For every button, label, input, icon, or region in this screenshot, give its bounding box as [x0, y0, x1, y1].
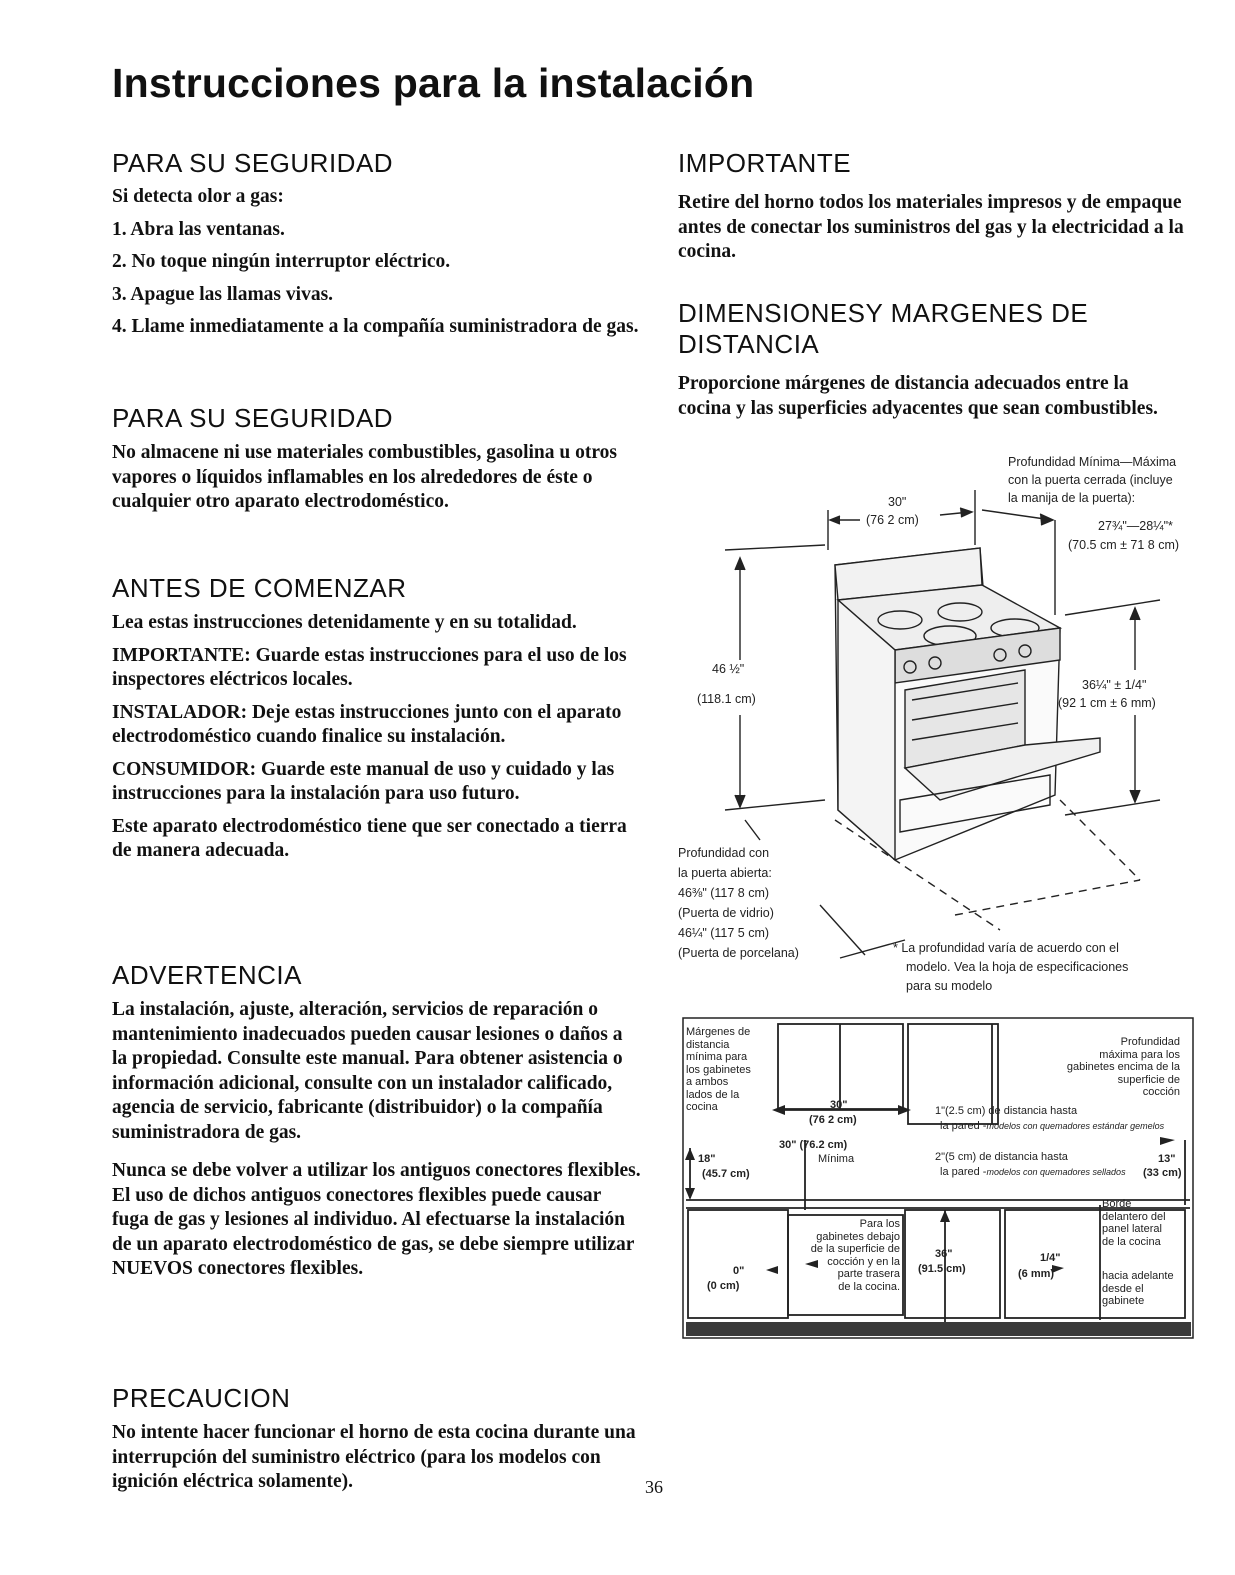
text-line: los gabinetes [686, 1063, 751, 1076]
text-line: gabinete [1102, 1295, 1145, 1307]
section-text: INSTALADOR: Deje estas instrucciones junto con el aparato electrodoméstico cuando finalice su instalación. [112, 701, 622, 747]
height-18-cm: (45.7 cm) [702, 1168, 750, 1180]
counter-height-cm: (92 1 cm ± 6 mm) [1058, 696, 1156, 710]
text-line: lados de la [686, 1088, 740, 1101]
section-text: Proporcione márgenes de distancia adecuados entre la cocina y las superficies adyacentes que sean combustibles. [678, 373, 1158, 419]
text: modelos con quemadores sellados [986, 1167, 1126, 1177]
width-30-inches: 30" [830, 1099, 848, 1111]
gap-1-line-2 [940, 1120, 1164, 1133]
text-line: Márgenes de [686, 1026, 751, 1038]
section-text: IMPORTANTE: Guarde estas instrucciones para el uso de los inspectores eléctricos locales. [112, 644, 627, 690]
depth-13-inches: 13" [1158, 1153, 1176, 1165]
height-36-cm: (91.5 cm) [918, 1263, 966, 1275]
list-item: 2. No toque ningún interruptor eléctrico. [112, 251, 451, 272]
depth-value-cm: (70.5 cm ± 71 8 cm) [1068, 538, 1180, 552]
max-depth-label [1030, 1036, 1180, 1099]
width-30-cm: (76 2 cm) [809, 1114, 857, 1126]
text-line: cocción y en la [827, 1255, 900, 1268]
section-text: Nunca se debe volver a utilizar los antiguos conectores flexibles. El uso de dichos antiguos conectores flexibles puede causar fuga de gas y lesiones al individuo. Al efectuarse la instalación de un aparato electrodoméstico de gas, se debe siempre utilizar NUEVOS conectores flexibles. [112, 1160, 641, 1279]
text-line: a ambos [686, 1076, 729, 1088]
section-heading: PARA SU SEGURIDAD [112, 403, 394, 433]
forward-label [1102, 1270, 1174, 1308]
section-heading: DIMENSIONESY MARGENES DE DISTANCIA [678, 298, 1089, 359]
glass-door-label: (Puerta de vidrio) [678, 906, 774, 920]
text-line: panel lateral [1102, 1223, 1162, 1235]
text-line: distancia [686, 1038, 730, 1051]
text-line: hacia adelante [1102, 1270, 1174, 1282]
below-cabinets-label [790, 1218, 900, 1293]
zero-cm: (0 cm) [707, 1280, 740, 1292]
section-intro: Si detecta olor a gas: [112, 186, 284, 207]
depth-max-label-2: con la puerta cerrada (incluye [1008, 473, 1173, 487]
text-line: Para los [859, 1218, 900, 1230]
text-line: superficie de [1117, 1073, 1180, 1086]
open-depth-label-1: Profundidad con [678, 846, 770, 860]
depth-13-cm: (33 cm) [1143, 1167, 1182, 1179]
minimum-label: Mínima [818, 1153, 855, 1165]
height-inches: 46 ½" [712, 662, 745, 676]
height-cm: (118.1 cm) [697, 692, 756, 706]
section-heading: PRECAUCION [112, 1383, 291, 1413]
section-heading: PARA SU SEGURIDAD [112, 148, 394, 178]
section-text: Retire del horno todos los materiales impresos y de empaque antes de conectar los suministros del gas y la electricidad a la cocina. [678, 192, 1184, 262]
section-text: La instalación, ajuste, alteración, servicios de reparación o mantenimiento inadecuados pueden causar lesiones o daños a la propiedad. Consulte este manual. Para obtener asistencia o información adicional, consulte con un instalador calificado, agencia de servicio, fabricante (distribuidor) o la compañía suministradora de gas. [112, 999, 623, 1143]
margins-label [686, 1026, 751, 1114]
quarter-inch: 1/4" [1040, 1252, 1061, 1264]
section-heading: IMPORTANTE [678, 148, 852, 178]
section-text: CONSUMIDOR: Guarde este manual de uso y cuidado y las instrucciones para la instalación para uso futuro. [112, 758, 615, 804]
quarter-mm: (6 mm) [1018, 1268, 1055, 1280]
porcelain-door-label: (Puerta de porcelana) [678, 946, 799, 960]
text-line: máxima para los [1099, 1048, 1180, 1061]
text-line: desde el [1102, 1282, 1144, 1295]
text: la pared - [940, 1166, 987, 1178]
zero-inches: 0" [733, 1265, 745, 1277]
open-depth-porcelain: 46¼" (117 5 cm) [678, 926, 770, 940]
section-text: No intente hacer funcionar el horno de esta cocina durante una interrupción del suministro eléctrico (para los modelos con ignición eléctrica solamente). [112, 1422, 636, 1492]
section-text: Este aparato electrodoméstico tiene que ser conectado a tierra de manera adecuada. [112, 815, 627, 861]
depth-max-label-1: Profundidad Mínima—Máxima [1008, 455, 1177, 469]
open-depth-label-2: la puerta abierta: [678, 866, 772, 880]
gap-2-line-2 [940, 1166, 1126, 1179]
height-30-label: 30" (76.2 cm) [779, 1139, 848, 1151]
height-18-inches: 18" [698, 1153, 716, 1165]
counter-height-inches: 36¼" ± 1/4" [1082, 678, 1147, 692]
text-line: gabinetes encima de la [1066, 1061, 1180, 1073]
list-item: 1. Abra las ventanas. [112, 218, 285, 240]
depth-note-2: modelo. Vea la hoja de especificaciones [906, 960, 1129, 974]
text-line: cocina [686, 1101, 718, 1113]
height-36-inches: 36" [935, 1248, 953, 1260]
list-item: 3. Apague las llamas vivas. [112, 283, 334, 305]
page-title: Instrucciones para la instalación [112, 60, 755, 106]
front-edge-label [1102, 1198, 1166, 1248]
text-line: Profundidad [1120, 1036, 1180, 1048]
open-depth-glass: 46⅜" (117 8 cm) [678, 886, 770, 900]
width-cm: (76 2 cm) [866, 513, 919, 527]
depth-max-label-3: la manija de la puerta): [1008, 491, 1136, 505]
width-inches: 30" [888, 495, 907, 509]
text-line: de la cocina. [838, 1280, 900, 1293]
text-line: delantero del [1102, 1210, 1166, 1223]
depth-note-3: para su modelo [906, 979, 993, 993]
depth-value: 27¾"—28¼"* [1098, 519, 1173, 533]
section-heading: ANTES DE COMENZAR [112, 573, 407, 603]
text-line: cocción [1142, 1086, 1180, 1098]
text-line: parte trasera [837, 1268, 900, 1280]
page-number: 36 [645, 1477, 663, 1497]
section-heading: ADVERTENCIA [112, 960, 302, 990]
text-line: mínima para [686, 1051, 748, 1063]
text: modelos con quemadores estándar gemelos [986, 1121, 1165, 1131]
gap-2-line-1: 2"(5 cm) de distancia hasta [935, 1151, 1068, 1163]
text: la pared - [940, 1120, 987, 1132]
text-line: de la superficie de [810, 1243, 900, 1255]
text-line: Borde [1102, 1198, 1132, 1210]
text-line: gabinetes debajo [816, 1230, 900, 1243]
depth-note-1: * La profundidad varía de acuerdo con el [893, 941, 1119, 955]
list-item: 4. Llame inmediatamente a la compañía suministradora de gas. [112, 316, 639, 337]
section-text: No almacene ni use materiales combustibles, gasolina u otros vapores o líquidos inflamables en los alrededores de éste o cualquier otro aparato electrodoméstico. [112, 442, 618, 512]
gap-1-line-1: 1"(2.5 cm) de distancia hasta [935, 1105, 1078, 1117]
section-text: Lea estas instrucciones detenidamente y en su totalidad. [112, 612, 577, 633]
text-line: de la cocina [1102, 1235, 1161, 1248]
